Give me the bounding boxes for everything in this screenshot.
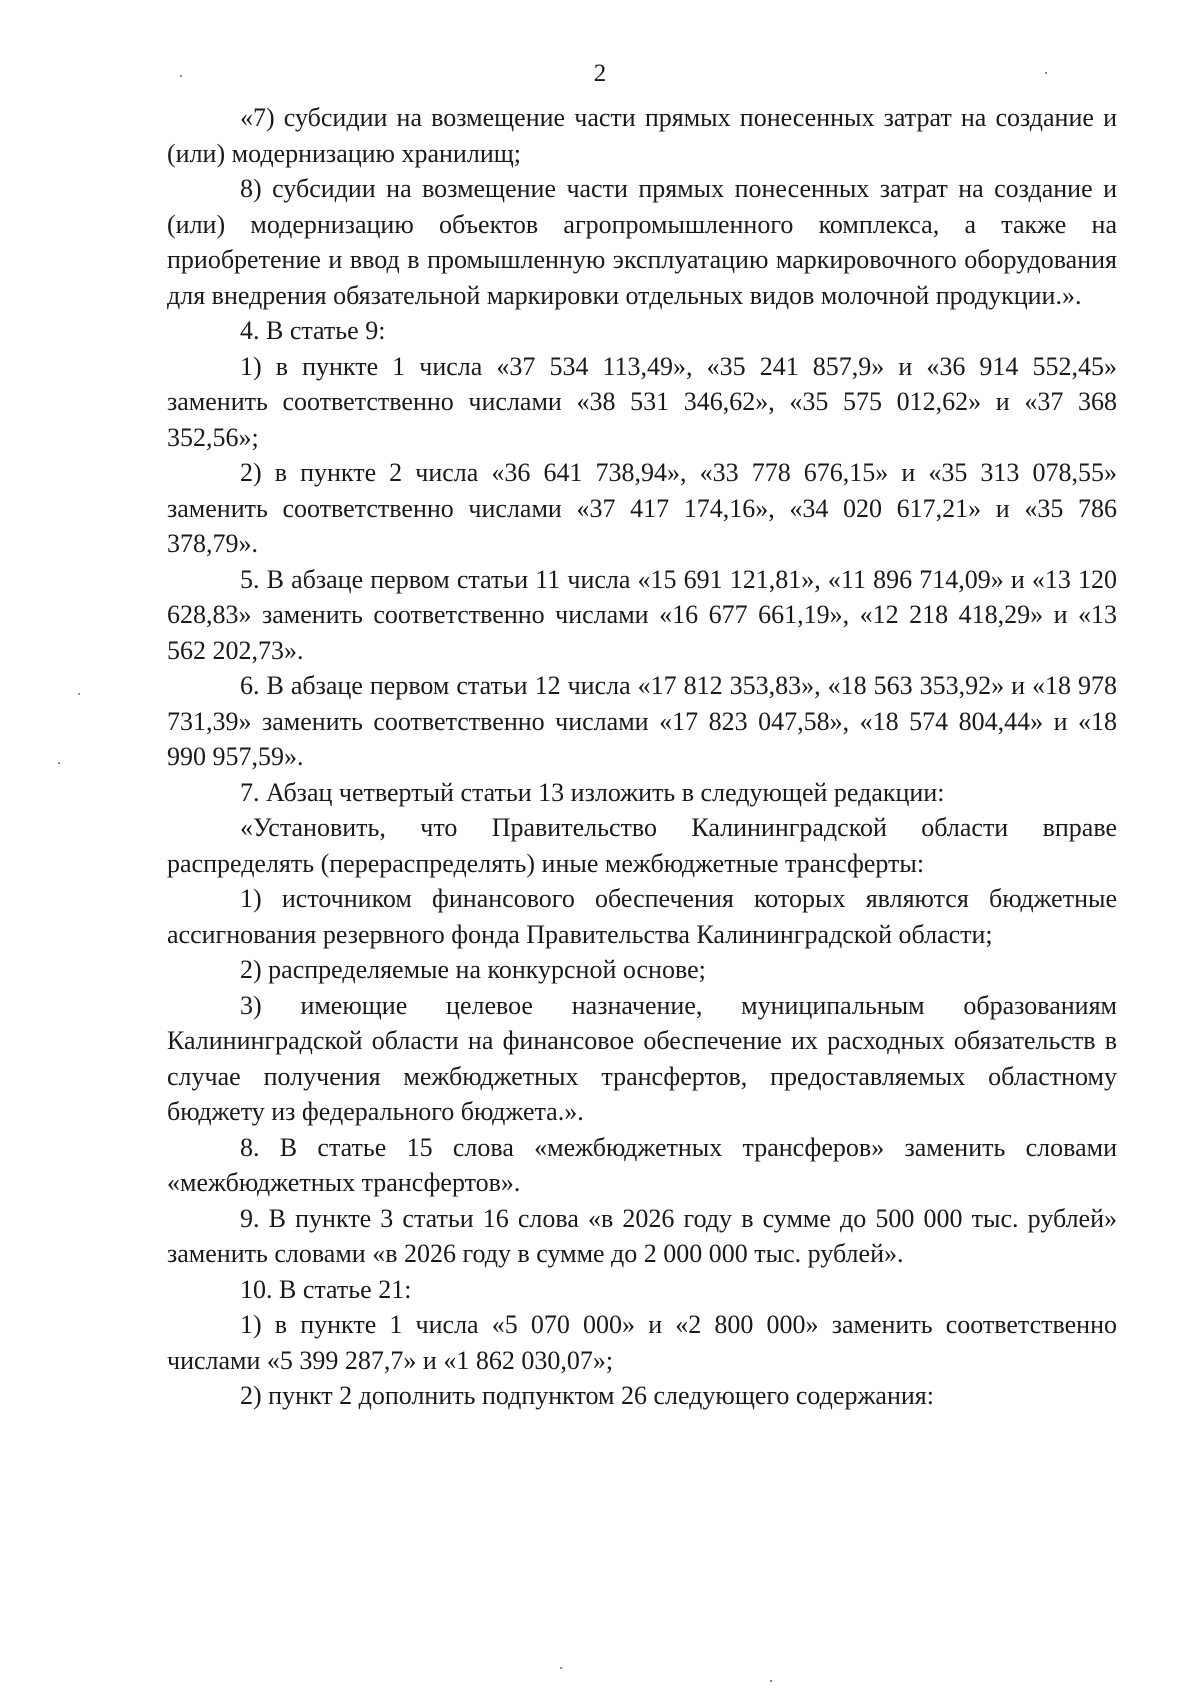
paragraph-item-10: 10. В статье 21: [240, 1274, 412, 1304]
paragraph-quote-2: 2) распределяемые на конкурсной основе; [240, 955, 706, 984]
scan-speck [180, 75, 182, 77]
paragraph-quote-3: 3) имеющие целевое назначение, муниципальным образованиям Калининградской области на финансовое обеспечение их расходных обязательств в случае получения межбюджетных трансфертов, предоставляемых областному бюджету из федерального бюджета.». [167, 990, 1117, 1126]
paragraph-subsidy-7: «7) субсидии на возмещение части прямых понесенных затрат на создание и (или) модернизацию хранилищ; [167, 103, 1117, 168]
paragraph-quote-1: 1) источником финансового обеспечения которых являются бюджетные ассигнования резервного фонда Правительства Калининградской области; [167, 884, 1117, 949]
paragraph-item-4-2: 2) в пункте 2 числа «36 641 738,94», «33 778 676,15» и «35 313 078,55» заменить соответственно числами «37 417 174,16», «34 020 617,21» и «35 786 378,79». [167, 458, 1117, 558]
paragraph-item-10-2: 2) пункт 2 дополнить подпунктом 26 следующего содержания: [240, 1381, 934, 1410]
paragraph-subsidy-8: 8) субсидии на возмещение части прямых понесенных затрат на создание и (или) модернизацию объектов агропромышленного комплекса, а также на приобретение и ввод в промышленную эксплуатацию маркировочного оборудования для внедрения обязательной маркировки отдельных видов молочной продукции.». [167, 174, 1117, 310]
document-body [167, 100, 1117, 1414]
paragraph-item-4-1: 1) в пункте 1 числа «37 534 113,49», «35 241 857,9» и «36 914 552,45» заменить соответственно числами «38 531 346,62», «35 575 012,62» и «37 368 352,56»; [167, 351, 1117, 452]
scan-speck [78, 693, 80, 695]
paragraph-item-9: 9. В пункте 3 статьи 16 слова «в 2026 году в сумме до 500 000 тыс. рублей» заменить словами «в 2026 году в сумме до 2 000 000 тыс. рублей». [167, 1203, 1117, 1268]
scan-speck [770, 1680, 772, 1682]
paragraph-item-7: 7. Абзац четвертый статьи 13 изложить в следующей редакции: [240, 777, 945, 807]
paragraph-item-5: 5. В абзаце первом статьи 11 числа «15 691 121,81», «11 896 714,09» и «13 120 628,83» заменить соответственно числами «16 677 661,19», «12 218 418,29» и «13 562 202,73». [167, 564, 1117, 665]
paragraph-item-6: 6. В абзаце первом статьи 12 числа «17 812 353,83», «18 563 353,92» и «18 978 731,39» заменить соответственно числами «17 823 047,58», «18 574 804,44» и «18 990 957,59». [167, 671, 1117, 771]
scan-speck [1045, 72, 1047, 74]
paragraph-item-10-1: 1) в пункте 1 числа «5 070 000» и «2 800 000» заменить соответственно числами «5 399 287,7» и «1 862 030,07»; [167, 1310, 1117, 1375]
scan-speck [58, 762, 60, 764]
paragraph-item-8: 8. В статье 15 слова «межбюджетных трансферов» заменить словами «межбюджетных трансфертов». [167, 1132, 1117, 1197]
scan-speck [560, 1667, 562, 1669]
paragraph-quote-intro: «Установить, что Правительство Калининградской области вправе распределять (перераспределять) иные межбюджетные трансферты: [167, 813, 1117, 878]
paragraph-item-4: 4. В статье 9: [240, 316, 386, 345]
page-number: 2 [593, 60, 607, 87]
